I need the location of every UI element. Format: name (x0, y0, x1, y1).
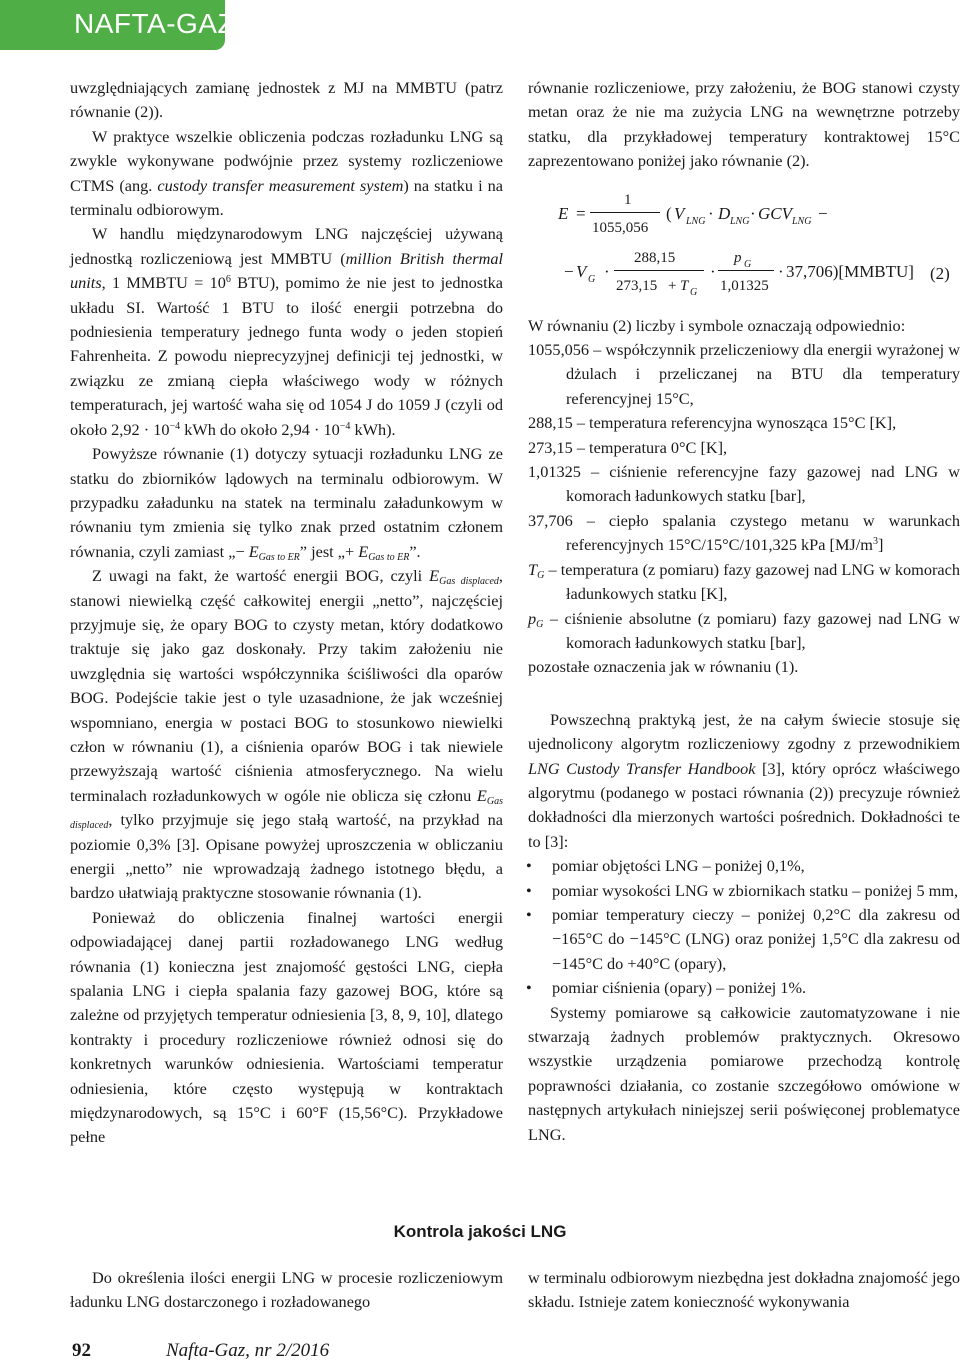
accuracy-list (528, 854, 960, 1000)
journal-header-title: NAFTA-GAZ (74, 8, 236, 39)
section-text-right: w terminalu odbiorowym niezbędna jest dokładna znajomość jego składu. Istnieje zatem konieczność wykonywania (528, 1268, 960, 1312)
paragraph: Powyższe równanie (1) dotyczy sytuacji rozładunku LNG ze statku do zbiorników lądowych na terminalu odbiorowym. W przypadku załadunku na statek na terminalu załadunkowym w równaniu tym zmienia się tylko znak przed ostatnim członem równania, czyli zamiast „− $E_{Gas to ER}$” jest „+ $E_{Gas to ER}$”. (70, 444, 503, 563)
paragraph: W handlu międzynarodowym LNG najczęściej używaną jednostką rozliczeniową jest MMBTU (million British thermal units, 1 MMBTU = $10^6$ BTU), pomimo że nie jest to jednostka układu SI. Wartość 1 BTU to ilość energii potrzebna do podniesienia temperatury jednego funta wody o jeden stopień Fahrenheita. Z powodu nieprecyzyjnej definicji tej jednostki, w związku ze zmianą ciepła właściwego wody w różnych temperaturach, jej wartość waha się od 1054 J do 1059 J (czyli od około $2,92 \cdot 10^{-4}$ kWh do około $2,94 \cdot 10^{-4}$ kWh). (70, 224, 503, 439)
definition-item: $T_G$ – temperatura (z pomiaru) fazy gazowej nad LNG w komorach ładunkowych statku [K], (528, 559, 960, 604)
definitions-intro: W równaniu (2) liczby i symbole oznaczają odpowiednio: (528, 315, 906, 335)
paragraph: Powszechną praktyką jest, że na całym świecie stosuje się ujednolicony algorytm rozliczeniowy zgodny z przewodnikiem LNG Custody Transfer Handbook [3], który oprócz właściwego algorytmu (podanego w postaci równania (2)) precyzuje również dokładności dla mierzonych wartości pośrednich. Dokładności te to [3]: (528, 709, 960, 851)
list-item: • pomiar temperatury cieczy – poniżej 0,2°C dla zakresu od −165°C do −145°C (LNG) oraz poniżej 1,5°C dla zakresu od −145°C do +40°C (opary), (528, 903, 960, 976)
definition-item: pozostałe oznaczenia jak w równaniu (1). (528, 657, 799, 677)
section-heading: Kontrola jakości LNG (393, 1222, 567, 1241)
paragraph: uwzględniających zamianę jednostek z MJ na MMBTU (patrz równanie (2)). (70, 78, 503, 122)
definition-item: 37,706 – ciepło spalania czystego metanu w warunkach referencyjnych 15°C/15°C/101,325 kPa $[MJ/m^3]$ (528, 510, 960, 555)
journal-footer: Nafta-Gaz, nr 2/2016 (166, 1340, 330, 1361)
equation-2: E = 1 1055,056 ( V LNG · D LNG · GCV LNG − − V G · 288,15 273,15 + T G · p G 1,01325 · 37,706)[MMBTU] (2) (558, 191, 950, 298)
definition-item: 1055,056 – współczynnik przeliczeniowy dla energii wyrażonej w dżulach i przeliczanej na BTU dla temperatury referencyjnej 15°C, (528, 340, 960, 408)
paragraph: Z uwagi na fakt, że wartość energii BOG, czyli $E_{Gas displaced}$, stanowi niewielką część całkowitej energii „netto”, najczęściej przyjmuje się, że opary BOG to czysty metan, który dodatkowo traktuje się jako gaz doskonały. Przy takim założeniu nie uwzględnia się wartości współczynnika ściśliwości dla oparów BOG. Podejście takie jest o tyle uzasadnione, że jak wcześniej wspomniano, energia w postaci BOG to stosunkowo niewielki człon w równaniu (1), a ciśnienia oparów BOG i tak niewiele przewyższają wartość ciśnienia atmosferycznego. Na wielu terminalach rozładunkowych w ogóle nie oblicza się członu $E_{Gas displaced}$, tylko przyjmuje się jego stałą wartość, na przykład na poziomie 0,3% [3]. Opisane powyżej uproszczenia w obliczaniu energii „netto” nie wprowadzają żadnego istotnego błędu, a bardzo ułatwiają praktyczne stosowanie równania (1). (70, 566, 503, 903)
paragraph: W praktyce wszelkie obliczenia podczas rozładunku LNG są zwykle wykonywane podwójnie przez systemy rozliczeniowe CTMS (ang. custody transfer measurement system) na statku i na terminalu odbiorowym. (70, 126, 503, 220)
page-number: 92 (72, 1340, 91, 1361)
list-item: • pomiar wysokości LNG w zbiornikach statku – poniżej 5 mm, (528, 879, 960, 903)
paragraph: równanie rozliczeniowe, przy założeniu, że BOG stanowi czysty metan oraz że nie ma zużycia LNG na wewnętrzne potrzeby statku, dla przykładowej temperatury kontraktowej 15°C zaprezentowano poniżej jako równanie (2). (528, 78, 960, 171)
section-text-left: Do określenia ilości energii LNG w procesie rozliczeniowym ładunku LNG dostarczonego i rozładowanego (70, 1268, 503, 1312)
definition-item: 273,15 – temperatura 0°C [K], (528, 437, 728, 457)
definition-item: 1,01325 – ciśnienie referencyjne fazy gazowej nad LNG w komorach ładunkowych statku [bar], (528, 462, 960, 506)
right-column (528, 76, 960, 1147)
left-column (70, 76, 503, 1150)
equation-label: (2) (930, 263, 950, 283)
paragraph: Ponieważ do obliczenia finalnej wartości energii odpowiadającej danej partii rozładowanego LNG według równania (1) konieczna jest znajomość gęstości LNG, ciepła spalania LNG i ciepła spalania fazy gazowej BOG, które są zależne od przyjętych temperatur odniesienia [3, 8, 9, 10], dlatego kontrakty i procedury rozliczeniowe również odnosi się do konkretnych warunków odniesienia. Wartościami temperatur odniesienia, które często występują w kontraktach międzynarodowych, są 15°C i 60°F (15,56°C). Przykładowe pełne (70, 907, 503, 1147)
definition-item: $p_G$ – ciśnienie absolutne (z pomiaru) fazy gazowej nad LNG w komorach ładunkowych statku [bar], (528, 608, 960, 652)
paragraph: Systemy pomiarowe są całkowicie zautomatyzowane i nie stwarzają żadnych problemów praktycznych. Okresowo wszystkie urządzenia pomiarowe przechodzą kontrolę poprawności działania, co zostanie szczegółowo omówione w następnych artykułach niniejszej serii poświęconej problematyce LNG. (528, 1002, 960, 1144)
list-item: • pomiar ciśnienia (opary) – poniżej 1%. (528, 976, 960, 1000)
list-item: • pomiar objętości LNG – poniżej 0,1%, (528, 854, 960, 878)
definitions-list (528, 338, 960, 680)
definition-item: 288,15 – temperatura referencyjna wynosząca 15°C [K], (528, 413, 897, 433)
